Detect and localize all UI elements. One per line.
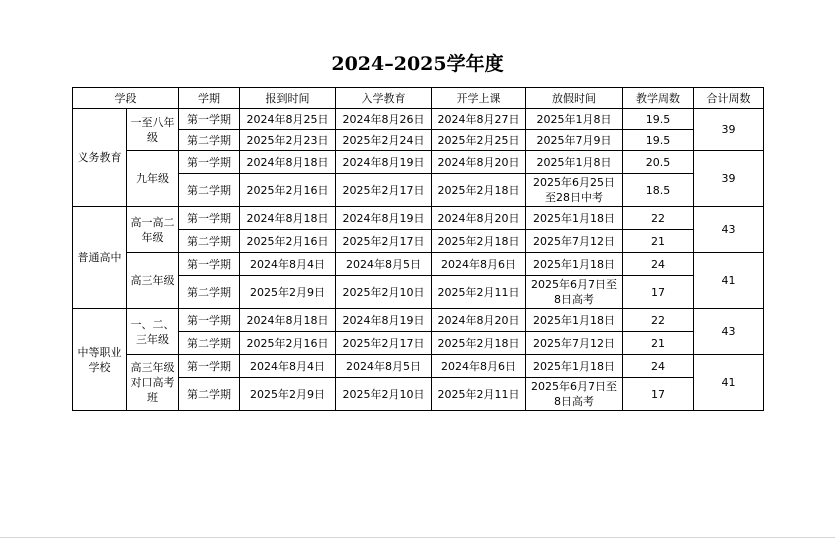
report-date-cell: 2025年2月16日 (240, 332, 336, 355)
teaching-weeks-cell: 24 (623, 355, 694, 378)
teaching-weeks-cell: 21 (623, 230, 694, 253)
total-weeks-cell: 43 (694, 207, 764, 253)
class-start-date-cell: 2024年8月20日 (432, 207, 526, 230)
term-cell: 第一学期 (179, 151, 240, 174)
holiday-date-cell: 2025年6月7日至8日高考 (526, 276, 623, 309)
page-bottom-divider (0, 537, 835, 538)
term-cell: 第二学期 (179, 174, 240, 207)
teaching-weeks-cell: 17 (623, 378, 694, 411)
table-row (73, 207, 764, 230)
term-cell: 第二学期 (179, 276, 240, 309)
orientation-date-cell: 2024年8月26日 (336, 109, 432, 130)
grade-cell: 高一高二年级 (127, 207, 179, 253)
report-date-cell: 2025年2月9日 (240, 378, 336, 411)
teaching-weeks-cell: 19.5 (623, 109, 694, 130)
table-row (73, 355, 764, 378)
report-date-cell: 2024年8月25日 (240, 109, 336, 130)
term-cell: 第一学期 (179, 207, 240, 230)
section-cell: 义务教育 (73, 109, 127, 207)
header-cell: 报到时间 (240, 88, 336, 109)
grade-cell: 一、二、三年级 (127, 309, 179, 355)
holiday-date-cell: 2025年6月7日至8日高考 (526, 378, 623, 411)
total-weeks-cell: 39 (694, 109, 764, 151)
orientation-date-cell: 2024年8月5日 (336, 355, 432, 378)
holiday-date-cell: 2025年1月18日 (526, 355, 623, 378)
header-cell: 放假时间 (526, 88, 623, 109)
teaching-weeks-cell: 18.5 (623, 174, 694, 207)
orientation-date-cell: 2025年2月10日 (336, 378, 432, 411)
total-weeks-cell: 41 (694, 253, 764, 309)
section-cell: 中等职业学校 (73, 309, 127, 411)
orientation-date-cell: 2024年8月19日 (336, 151, 432, 174)
table-row (73, 253, 764, 276)
class-start-date-cell: 2025年2月11日 (432, 378, 526, 411)
term-cell: 第二学期 (179, 130, 240, 151)
grade-cell: 九年级 (127, 151, 179, 207)
table-row (73, 151, 764, 174)
header-cell: 开学上课 (432, 88, 526, 109)
orientation-date-cell: 2025年2月10日 (336, 276, 432, 309)
class-start-date-cell: 2025年2月25日 (432, 130, 526, 151)
holiday-date-cell: 2025年7月12日 (526, 230, 623, 253)
holiday-date-cell: 2025年7月12日 (526, 332, 623, 355)
teaching-weeks-cell: 22 (623, 207, 694, 230)
page-title: 2024–2025学年度 (331, 53, 504, 75)
report-date-cell: 2025年2月16日 (240, 230, 336, 253)
report-date-cell: 2024年8月18日 (240, 207, 336, 230)
report-date-cell: 2024年8月18日 (240, 309, 336, 332)
class-start-date-cell: 2025年2月11日 (432, 276, 526, 309)
class-start-date-cell: 2024年8月20日 (432, 309, 526, 332)
holiday-date-cell: 2025年1月8日 (526, 151, 623, 174)
term-cell: 第二学期 (179, 332, 240, 355)
class-start-date-cell: 2025年2月18日 (432, 230, 526, 253)
header-cell: 学期 (179, 88, 240, 109)
section-cell: 普通高中 (73, 207, 127, 309)
header-cell: 入学教育 (336, 88, 432, 109)
orientation-date-cell: 2025年2月17日 (336, 230, 432, 253)
teaching-weeks-cell: 24 (623, 253, 694, 276)
holiday-date-cell: 2025年1月18日 (526, 253, 623, 276)
teaching-weeks-cell: 20.5 (623, 151, 694, 174)
orientation-date-cell: 2025年2月24日 (336, 130, 432, 151)
term-cell: 第一学期 (179, 355, 240, 378)
report-date-cell: 2024年8月4日 (240, 355, 336, 378)
grade-cell: 高三年级 (127, 253, 179, 309)
term-cell: 第一学期 (179, 309, 240, 332)
holiday-date-cell: 2025年1月8日 (526, 109, 623, 130)
class-start-date-cell: 2025年2月18日 (432, 332, 526, 355)
class-start-date-cell: 2025年2月18日 (432, 174, 526, 207)
term-cell: 第二学期 (179, 378, 240, 411)
total-weeks-cell: 39 (694, 151, 764, 207)
holiday-date-cell: 2025年1月18日 (526, 309, 623, 332)
class-start-date-cell: 2024年8月6日 (432, 253, 526, 276)
term-cell: 第二学期 (179, 230, 240, 253)
teaching-weeks-cell: 17 (623, 276, 694, 309)
orientation-date-cell: 2024年8月5日 (336, 253, 432, 276)
class-start-date-cell: 2024年8月27日 (432, 109, 526, 130)
term-cell: 第一学期 (179, 253, 240, 276)
report-date-cell: 2024年8月18日 (240, 151, 336, 174)
header-cell: 合计周数 (694, 88, 764, 109)
grade-cell: 高三年级对口高考班 (127, 355, 179, 411)
total-weeks-cell: 41 (694, 355, 764, 411)
teaching-weeks-cell: 21 (623, 332, 694, 355)
table-row (73, 309, 764, 332)
orientation-date-cell: 2024年8月19日 (336, 207, 432, 230)
term-cell: 第一学期 (179, 109, 240, 130)
header-cell: 学段 (73, 88, 179, 109)
holiday-date-cell: 2025年1月18日 (526, 207, 623, 230)
orientation-date-cell: 2025年2月17日 (336, 174, 432, 207)
class-start-date-cell: 2024年8月20日 (432, 151, 526, 174)
holiday-date-cell: 2025年7月9日 (526, 130, 623, 151)
header-cell: 教学周数 (623, 88, 694, 109)
header-row (73, 88, 764, 109)
orientation-date-cell: 2025年2月17日 (336, 332, 432, 355)
holiday-date-cell: 2025年6月25日至28日中考 (526, 174, 623, 207)
total-weeks-cell: 43 (694, 309, 764, 355)
orientation-date-cell: 2024年8月19日 (336, 309, 432, 332)
class-start-date-cell: 2024年8月6日 (432, 355, 526, 378)
report-date-cell: 2025年2月9日 (240, 276, 336, 309)
teaching-weeks-cell: 22 (623, 309, 694, 332)
report-date-cell: 2025年2月16日 (240, 174, 336, 207)
table-row (73, 109, 764, 130)
teaching-weeks-cell: 19.5 (623, 130, 694, 151)
report-date-cell: 2025年2月23日 (240, 130, 336, 151)
school-calendar-table (72, 87, 764, 411)
grade-cell: 一至八年级 (127, 109, 179, 151)
report-date-cell: 2024年8月4日 (240, 253, 336, 276)
